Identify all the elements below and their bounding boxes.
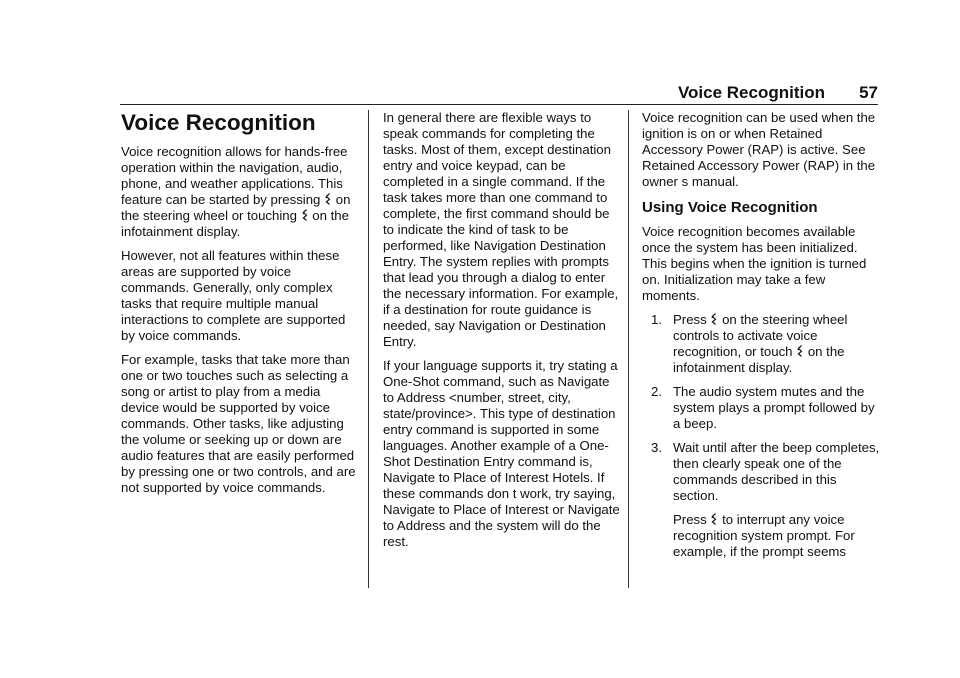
paragraph-examples: For example, tasks that take more than one or two touches such as selecting a song or artist to play from a media device would be supported by voice commands. Other tasks, like adjusting the volume or seeking up or down are audio features that are easily performed by pressing one or two controls, and are not supported by voice commands. [121, 352, 356, 495]
voice-button-icon [711, 313, 717, 325]
page-title: Voice Recognition [121, 110, 316, 135]
step-number: 2. [651, 384, 662, 399]
header-rule [120, 104, 878, 105]
intro-paragraph [121, 144, 359, 240]
step-item [642, 440, 882, 504]
column-divider-2 [628, 110, 629, 588]
intro-text-a: Voice recognition allows for hands-free operation within the navigation, audio, phone, and weather applications. This feature can be started by pressing [121, 144, 348, 207]
step-number: 1. [651, 312, 662, 327]
subheading-using-voice: Using Voice Recognition [642, 199, 818, 216]
step-3-text: Wait until after the beep completes, then clearly speak one of the commands described in this section. [673, 440, 880, 503]
intro-text-c: on the infotainment display. [121, 208, 349, 239]
column-2 [383, 110, 623, 558]
step-1-text-b: on the steering wheel controls to activate voice recognition, or touch [673, 312, 848, 359]
voice-button-icon [302, 209, 308, 221]
step-2-text: The audio system mutes and the system plays a prompt followed by a beep. [673, 384, 875, 431]
page-number: 57 [859, 83, 878, 102]
voice-button-icon [325, 193, 331, 205]
column-divider-1 [368, 110, 369, 588]
paragraph-interrupt [642, 512, 882, 560]
voice-button-icon [711, 513, 717, 525]
interrupt-text-a: Press [673, 512, 707, 527]
intro-text-b: on the steering wheel or touching [121, 192, 351, 223]
column-3 [642, 110, 882, 568]
step-1-text-c: on the infotainment display. [673, 344, 845, 375]
paragraph-features: However, not all features within these areas are supported by voice commands. Generally, only complex tasks that require multiple manual interactions to complete are supported by voice commands. [121, 248, 346, 343]
voice-button-icon [797, 345, 803, 357]
paragraph-initialization: Voice recognition becomes available once the system has been initialized. This begins when the ignition is turned on. Initialization may take a few moments. [642, 224, 867, 303]
column-1 [121, 110, 359, 504]
steps-list [642, 312, 882, 504]
step-number: 3. [651, 440, 662, 455]
paragraph-one-shot: If your language supports it, try stating a One-Shot command, such as Navigate to Address <number, street, city, state/province>. This type of destination entry command is supported in some languages. Another example of a One-Shot Destination Entry command is, Navigate to Place of Interest Hotels. If these commands don t work, try saying, Navigate to Place of Interest or Navigate to Address and the system will do the rest. [383, 358, 620, 549]
interrupt-text-b: to interrupt any voice recognition system prompt. For example, if the prompt seems [673, 512, 855, 559]
paragraph-flexible-commands: In general there are flexible ways to speak commands for completing the tasks. Most of them, except destination entry and voice keypad, can be completed in a single command. If the task takes more than one command to complete, the first command should be to indicate the kind of task to be performed, like Navigation Destination Entry. The system replies with prompts that lead you through a dialog to enter the necessary information. For example, if a destination for route guidance is needed, say Navigation or Destination Entry. [383, 110, 619, 349]
step-1-text-a: Press [673, 312, 707, 327]
step-item [642, 312, 882, 376]
header-section-title: Voice Recognition [677, 83, 825, 102]
paragraph-ignition: Voice recognition can be used when the ignition is on or when Retained Accessory Power (RAP) is active. See Retained Accessory Power (RAP) in the owner s manual. [642, 110, 876, 189]
step-item [642, 384, 882, 432]
